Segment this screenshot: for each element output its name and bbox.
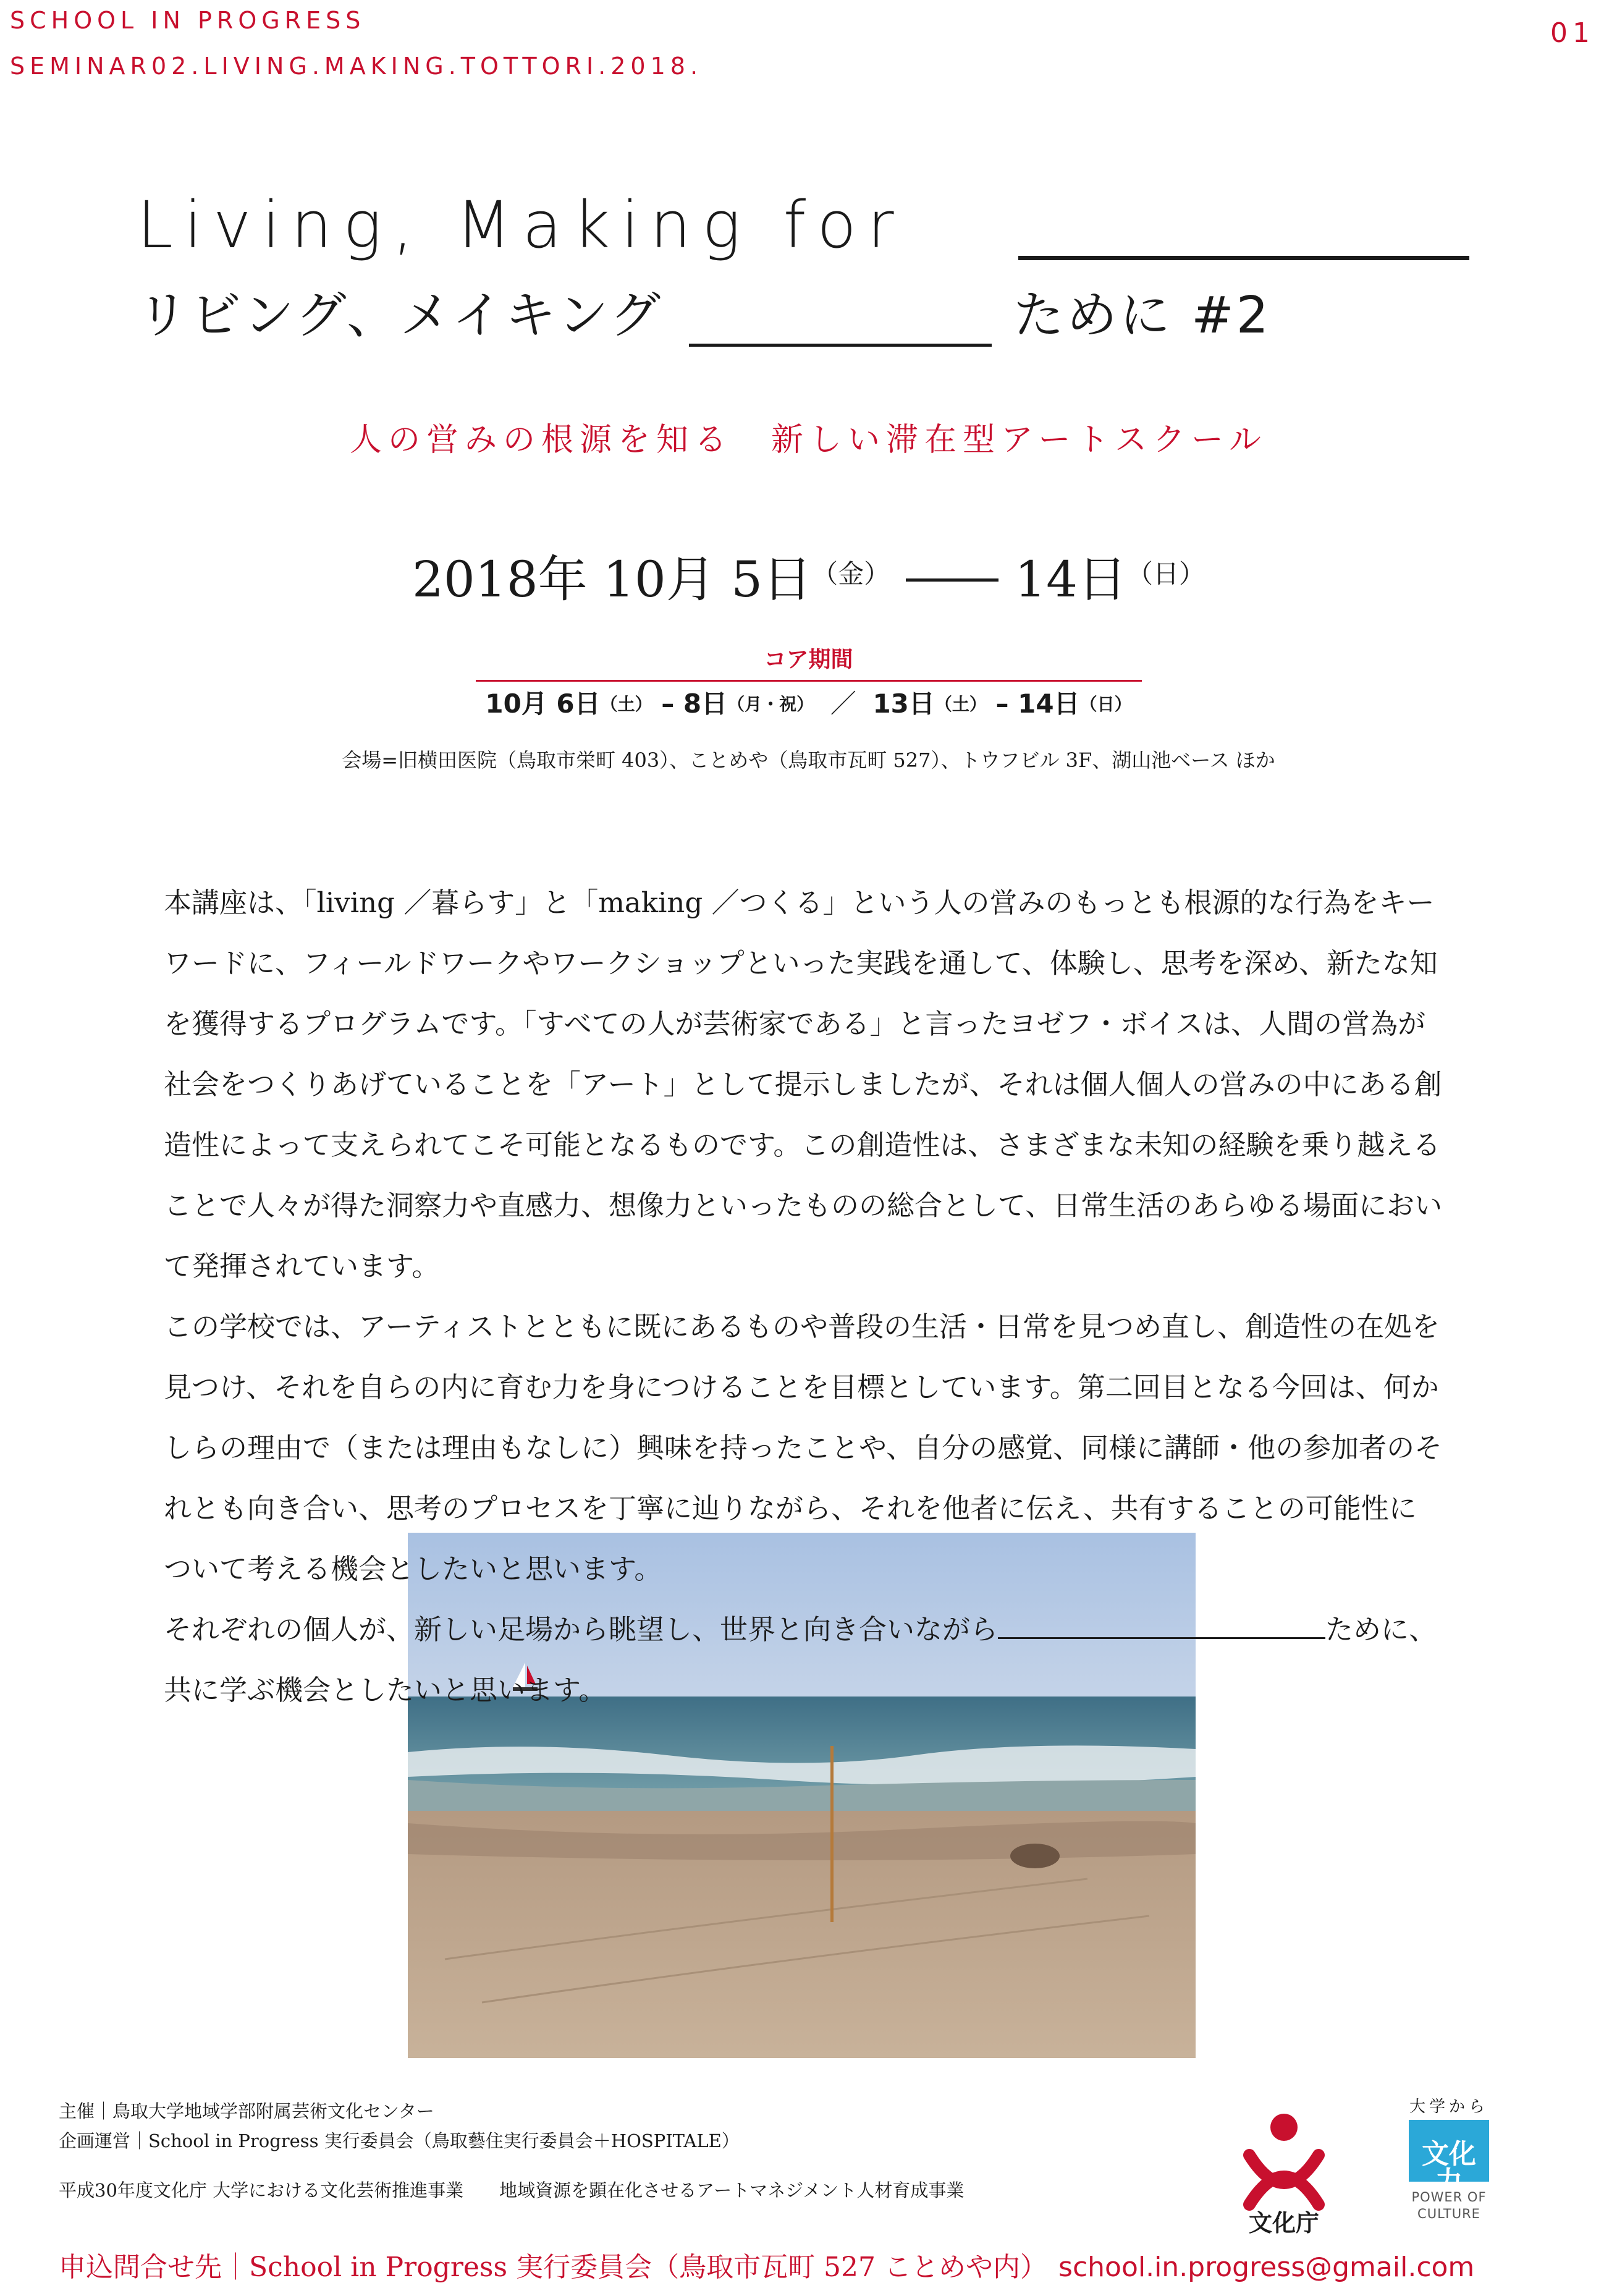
seminar-code: SEMINAR02.LIVING.MAKING.TOTTORI.2018. [10, 53, 703, 80]
core-p2-end: – 14日 [995, 688, 1080, 719]
power-of-culture-label: POWER OF CULTURE [1411, 2190, 1487, 2221]
program-note: 平成30年度文化庁 大学における文化芸術推進事業 地域資源を顕在化させるアートマネジメント人材育成事業 [59, 2180, 965, 2201]
contact [59, 2254, 1474, 2281]
core-p1-end-day: （月・祝） [727, 694, 814, 714]
bunkacho-logo-text: 文化庁 [1248, 2209, 1319, 2237]
title-japanese-suffix: ために #2 [1013, 286, 1271, 345]
organizer: 主催｜鳥取大学地域学部附属芸術文化センター [59, 2101, 434, 2122]
contact-label: 申込問合せ先｜School in Progress 実行委員会（鳥取市瓦町 527 ことめや内） [59, 2252, 1048, 2283]
body-p3-before: それぞれの個人が、新しい足場から眺望し、世界と向き合いながら [164, 1613, 998, 1646]
daigaku-kara-label: 大学から [1409, 2098, 1488, 2116]
end-weekday: （日） [1126, 559, 1205, 589]
event-dates [0, 551, 1617, 608]
core-period-rule [476, 680, 1142, 682]
core-p1-start-day: （土） [600, 694, 652, 714]
subtitle: 人の営みの根源を知る 新しい滞在型アートスクール [350, 421, 1267, 459]
body-paragraph-2: この学校では、アーティストとともに既にあるものや普段の生活・日常を見つめ直し、創造性の在処を見つけ、それを自らの内に育む力を身につけることを目標としています。第二回目となる今回は、何かしらの理由で（または理由もなしに）興味を持ったことや、自分の感覚、同様に講師・他の参加者のそれとも向き合い、思考のプロセスを丁寧に辿りながら、それを他者に伝え、共有することの可能性について考える機会としたいと思います。 [164, 1310, 1443, 1585]
core-period-dates [0, 688, 1617, 719]
date-range-dash [906, 578, 998, 582]
body-text [164, 873, 1443, 1721]
operation: 企画運営｜School in Progress 実行委員会（鳥取藝住実行委員会＋HOSPITALE） [59, 2130, 740, 2151]
core-p1-end: – 8日 [661, 688, 728, 719]
series-title: SCHOOL IN PROGRESS [10, 7, 366, 34]
title-japanese-prefix: リビング、メイキング [137, 286, 663, 345]
contact-email[interactable]: school.in.progress@gmail.com [1058, 2252, 1475, 2283]
body-p3-after: ために、共に学ぶ機会としたいと思います。 [164, 1613, 1437, 1706]
body-paragraph-1: 本講座は、「living ／暮らす」と「making ／つくる」という人の営みのもっとも根源的な行為をキーワードに、フィールドワークやワークショップといった実践を通して、体験し、思考を深め、新たな知を獲得するプログラムです。「すべての人が芸術家である」と言ったヨゼフ・ボイスは、人間の営為が社会をつくりあげていることを「アート」として提示しましたが、それは個人個人の営みの中にある創造性によって支えられてこそ可能となるものです。この創造性は、さまざまな未知の経験を乗り越えることで人々が得た洞察力や直感力、想像力といったものの総合として、日常生活のあらゆる場面において発揮されています。 [164, 886, 1443, 1282]
title-japanese-blank-line [689, 344, 992, 347]
page-number: 01 [1550, 17, 1595, 49]
bunkaryoku-logo-text: 文化力 [1422, 2138, 1476, 2197]
bunkacho-logo [1237, 2109, 1331, 2239]
end-date: 14日 [1015, 551, 1127, 608]
venue: 会場=旧横田医院（鳥取市栄町 403）、ことめや（鳥取市瓦町 527）、トウフビル 3F、湖山池ベース ほか [342, 748, 1275, 772]
body-blank-line [998, 1614, 1325, 1639]
core-p2-start: 13日 [872, 688, 935, 719]
core-p1-start: 10月 6日 [485, 688, 601, 719]
core-p2-end-day: （日） [1079, 694, 1132, 714]
start-date: 2018年 10月 5日 [412, 551, 813, 608]
title-blank-line [1018, 256, 1469, 260]
core-separator: ／ [830, 688, 856, 719]
body-paragraph-3 [164, 1599, 1443, 1721]
title-english: Living, Making for [137, 187, 905, 263]
core-p2-start-day: （土） [934, 694, 987, 714]
start-weekday: （金） [812, 559, 890, 589]
core-period-label: コア期間 [764, 647, 853, 672]
